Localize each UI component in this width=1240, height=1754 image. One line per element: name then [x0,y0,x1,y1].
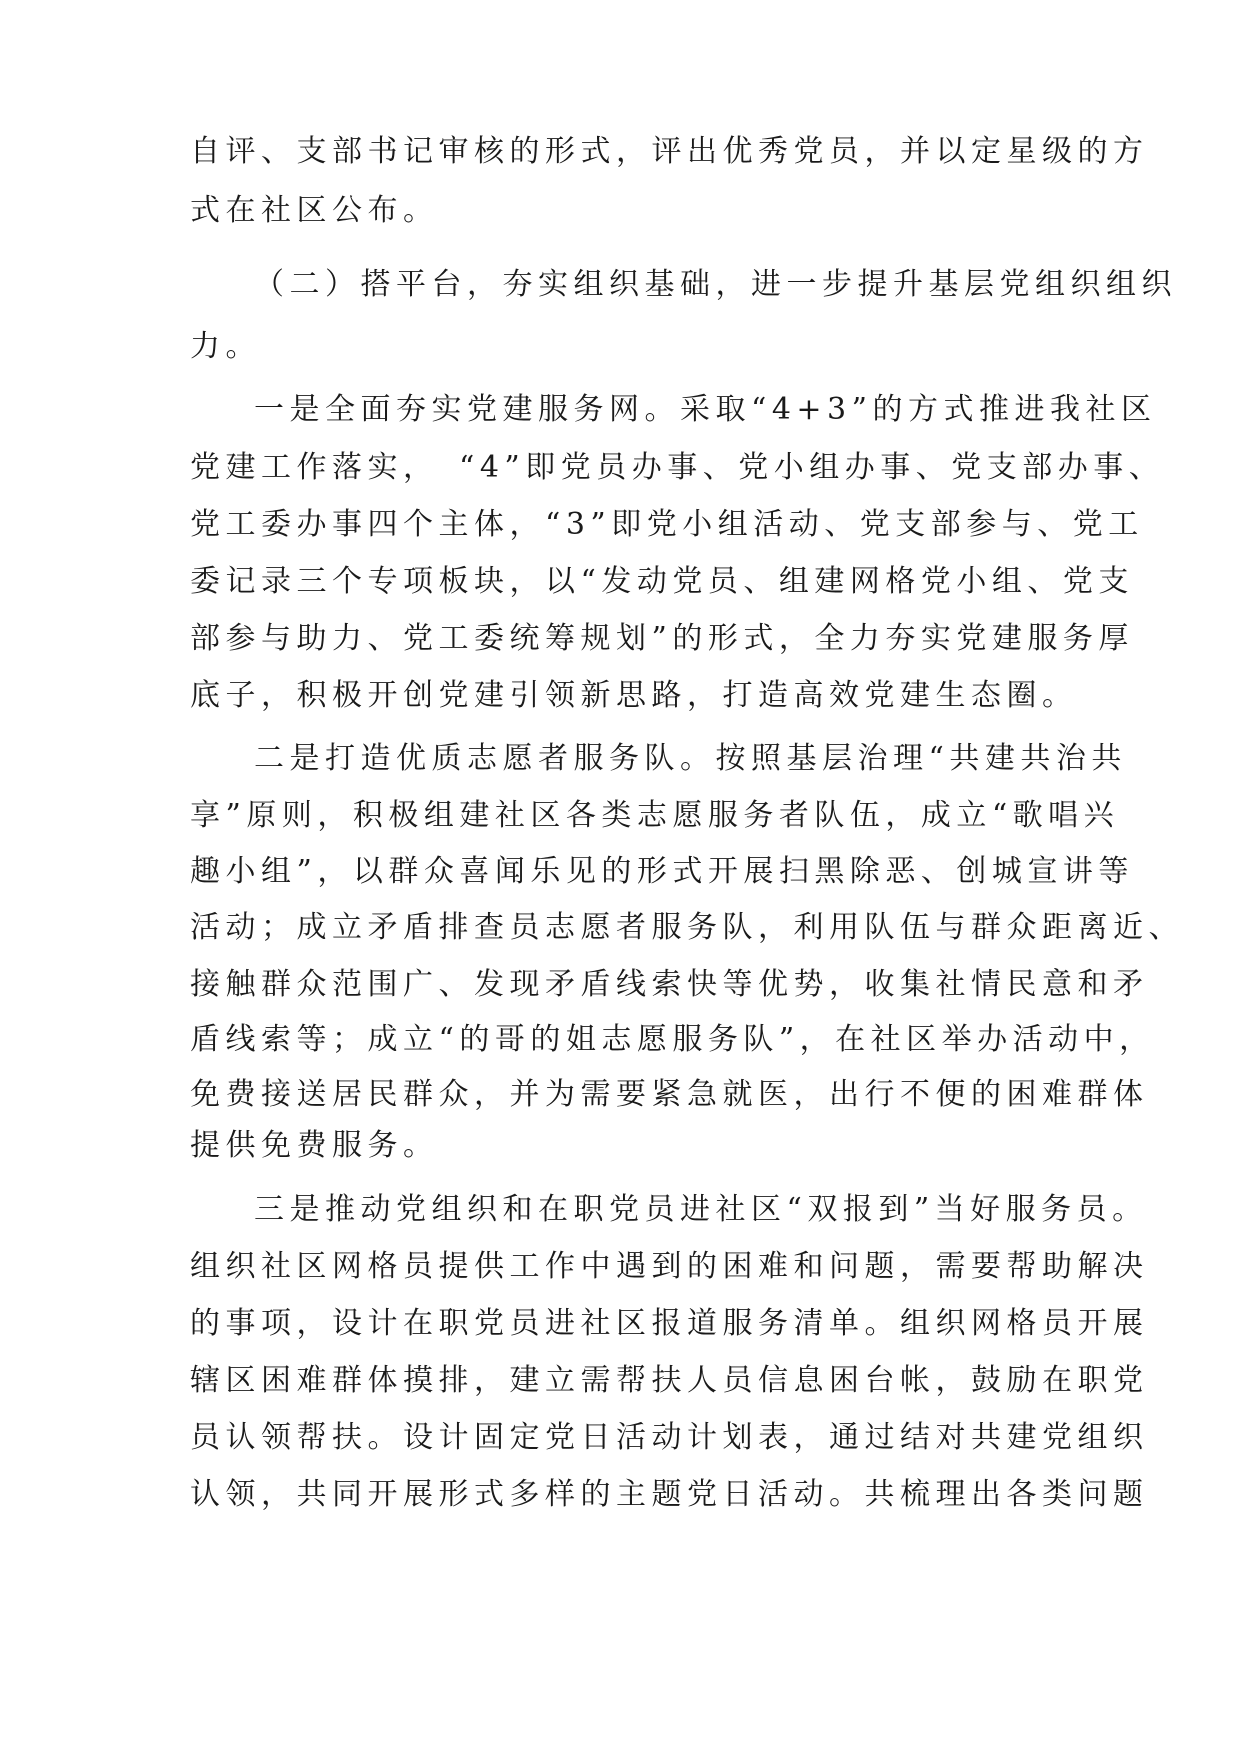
paragraph-line: 底子，积极开创党建引领新思路，打造高效党建生态圈。 [190,678,1078,713]
paragraph-line: 趣小组”，以群众喜闻乐见的形式开展扫黑除恶、创城宣讲等 [190,854,1134,889]
paragraph-line: 接触群众范围广、发现矛盾线索快等优势，收集社情民意和矛 [190,967,1149,1002]
paragraph-line: 三是推动党组织和在职党员进社区“双报到”当好服务员。 [254,1192,1148,1227]
paragraph-line: 活动；成立矛盾排查员志愿者服务队，利用队伍与群众距离近、 [190,910,1184,945]
paragraph-line: 盾线索等；成立“的哥的姐志愿服务队”，在社区举办活动中， [190,1022,1155,1057]
paragraph-line: 认领，共同开展形式多样的主题党日活动。共梳理出各类问题 [190,1477,1149,1512]
text-line: 自评、支部书记审核的形式，评出优秀党员，并以定星级的方 [190,134,1149,169]
text-line: 式在社区公布。 [190,193,439,228]
paragraph-line: 党工委办事四个主体，“3”即党小组活动、党支部参与、党工 [190,507,1144,542]
paragraph-line: 员认领帮扶。设计固定党日活动计划表，通过结对共建党组织 [190,1420,1149,1455]
paragraph-line: 提供免费服务。 [190,1128,439,1163]
paragraph-line: 委记录三个专项板块，以“发动党员、组建网格党小组、党支 [190,564,1134,599]
paragraph-line: 的事项，设计在职党员进社区报道服务清单。组织网格员开展 [190,1306,1149,1341]
paragraph-line: 辖区困难群体摸排，建立需帮扶人员信息困台帐，鼓励在职党 [190,1363,1149,1398]
paragraph-line: 一是全面夯实党建服务网。采取“4+3”的方式推进我社区 [254,392,1157,427]
paragraph-line: 二是打造优质志愿者服务队。按照基层治理“共建共治共 [254,741,1127,776]
paragraph-line: 组织社区网格员提供工作中遇到的困难和问题，需要帮助解决 [190,1249,1149,1284]
paragraph-line: 享”原则，积极组建社区各类志愿服务者队伍，成立“歌唱兴 [190,798,1120,833]
paragraph-line: 党建工作落实， “4”即党员办事、党小组办事、党支部办事、 [190,450,1165,485]
paragraph-line: 部参与助力、党工委统筹规划”的形式，全力夯实党建服务厚 [190,621,1134,656]
section-heading-continued: 力。 [190,329,261,364]
section-heading: （二）搭平台，夯实组织基础，进一步提升基层党组织组织 [254,267,1177,302]
paragraph-line: 免费接送居民群众，并为需要紧急就医，出行不便的困难群体 [190,1077,1149,1112]
